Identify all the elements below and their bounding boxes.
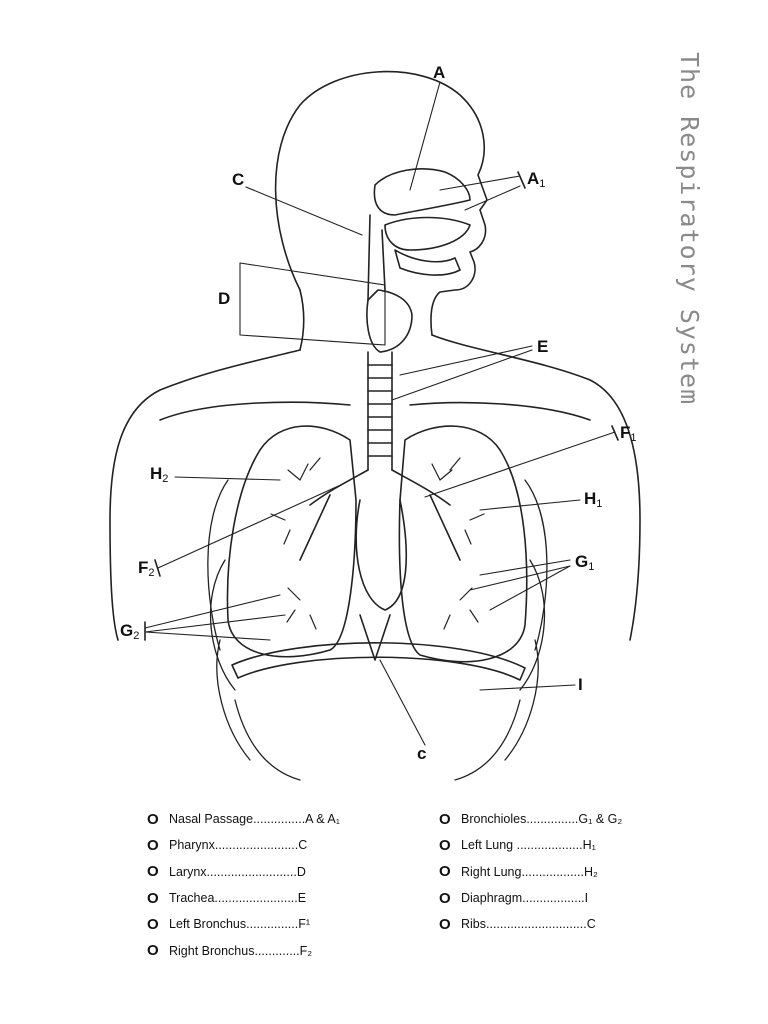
shoulder-right	[432, 335, 640, 640]
shoulder-left	[110, 350, 300, 640]
label-F1-sub: 1	[630, 432, 637, 444]
legend-item	[439, 911, 622, 937]
trachea	[368, 352, 392, 470]
legend-text: Left Lung ...................H₁	[461, 838, 596, 853]
label-C-top-main: C	[232, 170, 245, 189]
collarbone-right	[410, 403, 590, 420]
sternum	[360, 615, 390, 660]
label-F1	[620, 424, 637, 444]
legend-text: Trachea........................E	[169, 891, 307, 906]
legend-bullet: O	[439, 889, 451, 907]
neck-back	[300, 290, 304, 350]
legend-bullet: O	[147, 810, 159, 828]
page-title-text: The Respiratory System	[675, 52, 704, 406]
legend-text: Diaphragm..................I	[461, 891, 589, 906]
pointer-bar-a1	[518, 172, 525, 188]
label-F2-sub: 2	[148, 567, 155, 579]
right-lung	[227, 426, 356, 657]
tongue	[395, 250, 460, 275]
legend-bullet: O	[147, 836, 159, 854]
legend-bullet: O	[147, 889, 159, 907]
label-F1-main: F	[620, 423, 631, 442]
label-G1-main: G	[575, 552, 589, 571]
legend-item	[147, 832, 340, 858]
label-G2-sub: 2	[133, 630, 140, 642]
legend-item	[439, 859, 622, 885]
legend-item	[147, 937, 340, 963]
label-D-main: D	[218, 289, 231, 308]
pharynx	[368, 215, 385, 300]
page-title	[672, 52, 712, 406]
label-H2-sub: 2	[162, 473, 169, 485]
legend-item	[147, 859, 340, 885]
label-H1-main: H	[584, 489, 597, 508]
legend-bullet: O	[147, 942, 159, 960]
legend-text: Larynx..........................D	[169, 864, 306, 879]
label-A1-main: A	[527, 169, 540, 188]
label-A1-sub: 1	[539, 178, 546, 190]
label-c-bottom	[417, 745, 426, 765]
bronchi	[300, 470, 460, 560]
label-F2-main: F	[138, 558, 149, 577]
label-H1-sub: 1	[596, 498, 603, 510]
label-C-top	[232, 171, 244, 191]
label-H1	[584, 490, 602, 510]
label-I-main: I	[578, 675, 583, 694]
legend-text: Bronchioles...............G₁ & G₂	[461, 812, 623, 827]
legend-bullet: O	[439, 836, 451, 854]
legend-bullet: O	[439, 810, 451, 828]
label-I	[578, 676, 583, 696]
collarbone-left	[160, 402, 350, 420]
legend-item	[439, 832, 622, 858]
ribs	[208, 480, 547, 780]
legend-item	[147, 911, 340, 937]
nasal-cavity	[374, 169, 470, 215]
label-H2	[150, 465, 168, 485]
legend-text: Right Bronchus.............F₂	[169, 943, 313, 958]
legend-bullet: O	[147, 863, 159, 881]
label-A-main: A	[433, 63, 446, 82]
legend-text: Left Bronchus...............F¹	[169, 917, 311, 932]
legend-text: Pharynx........................C	[169, 838, 308, 853]
palate	[385, 218, 470, 251]
label-G1-sub: 1	[588, 561, 595, 573]
legend-left	[147, 806, 340, 964]
label-H2-main: H	[150, 464, 163, 483]
legend-bullet: O	[439, 915, 451, 933]
label-E-main: E	[537, 337, 549, 356]
legend-text: Ribs.............................C	[461, 917, 596, 932]
label-G2-main: G	[120, 621, 134, 640]
label-E	[537, 338, 548, 358]
legend-item	[147, 885, 340, 911]
larynx	[367, 290, 412, 352]
legend-right	[439, 806, 622, 937]
left-lung	[399, 426, 526, 662]
legend-item	[147, 806, 340, 832]
legend-text: Right Lung..................H₂	[461, 864, 598, 879]
legend-text: Nasal Passage...............A & A₁	[169, 812, 340, 827]
label-G1	[575, 553, 594, 573]
legend-bullet: O	[147, 915, 159, 933]
label-G2	[120, 622, 139, 642]
label-A1	[527, 170, 545, 190]
legend-item	[439, 806, 622, 832]
label-c-bottom-main: c	[417, 744, 427, 763]
heart	[356, 500, 406, 610]
label-A	[433, 64, 445, 84]
label-D	[218, 290, 230, 310]
legend-bullet: O	[439, 863, 451, 881]
legend-item	[439, 885, 622, 911]
label-F2	[138, 559, 155, 579]
